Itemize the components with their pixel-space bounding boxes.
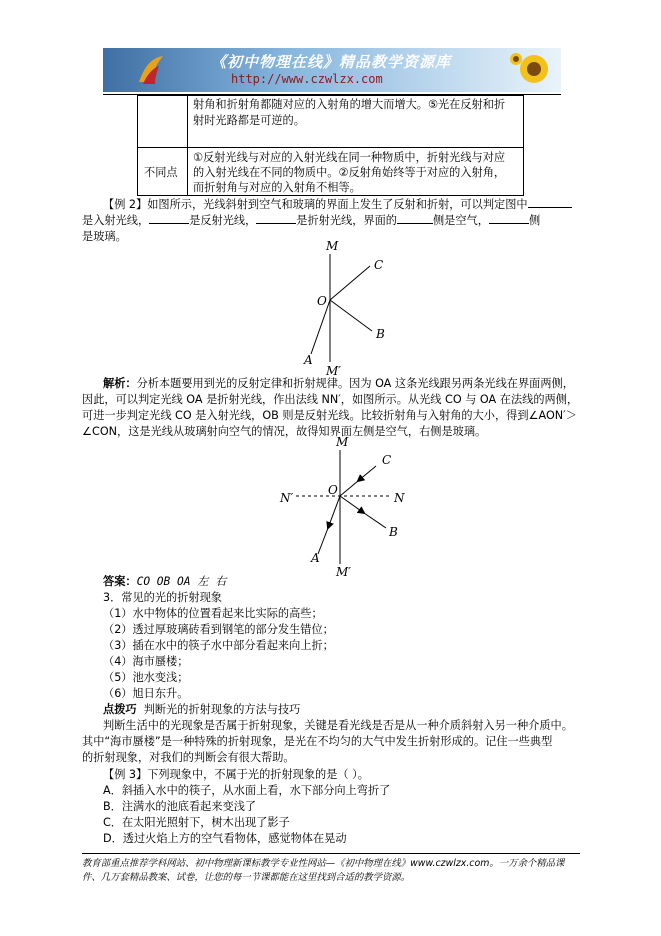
- footer-line-2: 件、几万套精品教案、试卷，让您的每一节课都能在这里找到合适的教学资源。: [82, 872, 411, 883]
- list-item: （2）透过厚玻璃砖看到钢笔的部分发生错位；: [103, 623, 334, 636]
- label-n-prime: N′: [280, 491, 294, 505]
- answer-label: 答案：: [103, 575, 137, 588]
- label-c: C: [374, 258, 384, 272]
- list-item: （5）池水变浅；: [103, 671, 189, 684]
- example2-text: 【例 2】如图所示，光线斜射到空气和玻璃的界面上发生了反射和折射，可以判定图中: [103, 198, 528, 211]
- answer-blank[interactable]: [528, 207, 572, 208]
- label-b: B: [376, 327, 385, 341]
- example2-line2: [82, 213, 540, 229]
- label-a: A: [304, 353, 313, 367]
- ray-ob-rest: [364, 513, 386, 528]
- option-a[interactable]: A．斜插入水中的筷子，从水面上看，水下部分向上弯折了: [103, 784, 391, 797]
- ray-diagram-2: [278, 436, 408, 580]
- answer-blank[interactable]: [149, 223, 189, 224]
- section3-title: 3．常见的光的折射现象: [103, 591, 222, 604]
- table-row-divider: [138, 147, 523, 148]
- example2-line3: 是玻璃。: [82, 230, 127, 243]
- analysis-line-4: ∠CON，这是光线从玻璃射向空气的情况，故得知界面左侧是空气，右侧是玻璃。: [82, 425, 487, 438]
- label-c: C: [382, 453, 392, 467]
- banner-title: 《初中物理在线》精品教学资源库: [211, 53, 452, 71]
- label-m: M: [336, 436, 349, 449]
- tip-line-3: 的折射现象，对我们的判断会有很大帮助。: [82, 751, 295, 764]
- analysis-text: 分析本题要用到光的反射定律和折射规律。因为 OA 这条光线跟另两条光线在界面两侧，: [136, 377, 574, 390]
- table-cell-text: 而折射角与对应的入射角不相等。: [193, 181, 361, 194]
- analysis-line-3: 可进一步判定光线 CO 是入射光线，OB 则是反射光线。比较折射角与入射角的大小，得到∠AON′＞: [82, 409, 577, 422]
- table-col-divider: [187, 96, 188, 195]
- table-cell-text: 的入射光线在不同的物质中。②反射角始终等于对应的入射角，: [193, 166, 506, 179]
- ray-oc: [330, 266, 370, 300]
- tip-label: 点拨巧: [103, 703, 137, 716]
- example2-line1: [103, 197, 572, 213]
- example2-text: 是反射光线，: [189, 214, 257, 227]
- table-cell-text: 射时光路都是可逆的。: [193, 114, 305, 127]
- tip-line-2: 其中“海市蜃楼”是一种特殊的折射现象，是光在不均匀的大气中发生折射形成的。记住一些典型: [82, 735, 553, 748]
- tip-heading: [103, 702, 300, 718]
- example3-question: 【例 3】下列现象中，不属于光的折射现象的是（ ）。: [103, 768, 369, 781]
- comparison-table: [137, 95, 524, 196]
- tip-title: 判断光的折射现象的方法与技巧: [143, 703, 301, 716]
- list-item: （3）插在水中的筷子水中部分看起来向上折；: [103, 639, 334, 652]
- header-banner: [103, 48, 561, 92]
- answer-blank[interactable]: [256, 223, 296, 224]
- ray-oa: [328, 496, 340, 528]
- analysis-line-2: 因此，可以判定光线 OA 是折射光线，作出法线 NN′，如图所示。从光线 CO 与 OA 在法线的两侧，: [82, 393, 579, 406]
- example2-text: 侧是空气，: [432, 214, 489, 227]
- list-item: （4）海市蜃楼；: [103, 655, 189, 668]
- option-b[interactable]: B．注满水的池底看起来变浅了: [103, 800, 257, 813]
- label-b: B: [389, 525, 398, 539]
- analysis-line-1: [103, 376, 574, 392]
- label-n: N: [394, 491, 405, 505]
- ray-diagram-1: [290, 238, 400, 378]
- example2-text: 是入射光线，: [82, 214, 150, 227]
- ray-ob: [330, 300, 372, 331]
- ray-co-rest: [340, 481, 358, 496]
- logo-icon: [133, 52, 169, 88]
- example2-text: 是折射光线，界面的: [296, 214, 397, 227]
- footer-line-1: 教育部重点推荐学科网站、初中物理新课标教学专业性网站—《初中物理在线》www.czwlzx.com。一万余个精品课: [82, 858, 565, 869]
- label-o: O: [328, 483, 338, 497]
- tip-line-1: 判断生活中的光现象是否属于折射现象，关键是看光线是否是从一种介质斜射入另一种介质中。: [103, 719, 573, 732]
- answer-blank[interactable]: [489, 223, 529, 224]
- label-m: M: [326, 239, 339, 253]
- option-c[interactable]: C．在太阳光照射下，树木出现了影子: [103, 816, 290, 829]
- sunflower-icon: [508, 49, 556, 91]
- label-m-prime: M′: [336, 565, 352, 579]
- answer-value: CO OB OA 左 右: [136, 575, 227, 588]
- table-row-label: 不同点: [144, 166, 178, 179]
- option-d[interactable]: D．透过火焰上方的空气看物体，感觉物体在晃动: [103, 832, 347, 845]
- table-cell-text: 射角和折射角都随对应的入射角的增大而增大。⑤光在反射和折: [193, 98, 506, 111]
- example2-text: 侧: [528, 214, 541, 227]
- ray-co: [358, 466, 376, 481]
- label-o: O: [317, 294, 327, 308]
- table-cell-text: ①反射光线与对应的入射光线在同一种物质中，折射光线与对应: [193, 151, 506, 164]
- banner-url[interactable]: http://www.czwlzx.com: [231, 72, 383, 86]
- label-a: A: [311, 551, 320, 565]
- footer-rule: [82, 853, 580, 854]
- answer-line: [103, 574, 226, 590]
- label-m-prime: M′: [326, 364, 342, 378]
- list-item: （1）水中物体的位置看起来比实际的高些；: [103, 607, 323, 620]
- list-item: （6）旭日东升。: [103, 687, 189, 700]
- ray-ob: [340, 496, 364, 513]
- answer-blank[interactable]: [397, 223, 433, 224]
- ray-oa: [311, 300, 330, 354]
- analysis-label: 解析：: [103, 377, 137, 390]
